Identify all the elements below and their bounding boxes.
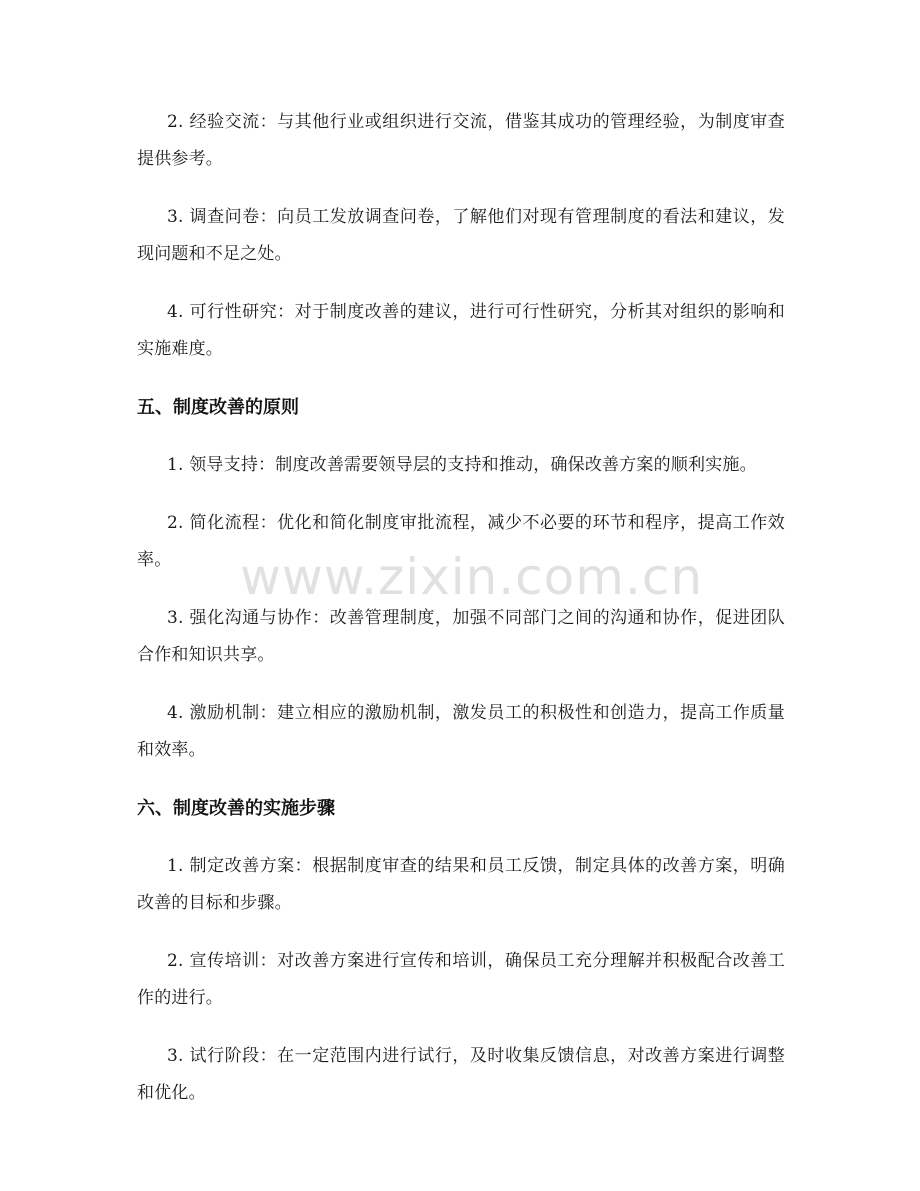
watermark: www.zixin.com.cn xyxy=(240,548,704,606)
paragraph-training: 2. 宣传培训：对改善方案进行宣传和培训，确保员工充分理解并积极配合改善工作的进行。 xyxy=(137,951,785,1008)
document-page xyxy=(137,104,785,1133)
paragraph-survey: 3. 调查问卷：向员工发放调查问卷，了解他们对现有管理制度的看法和建议，发现问题和不足之处。 xyxy=(137,207,785,264)
paragraph-experience-exchange: 2. 经验交流：与其他行业或组织进行交流，借鉴其成功的管理经验，为制度审查提供参考。 xyxy=(137,112,785,169)
paragraph-feasibility-study: 4. 可行性研究：对于制度改善的建议，进行可行性研究，分析其对组织的影响和实施难度。 xyxy=(137,302,785,359)
paragraph-simplify-process: 2. 简化流程：优化和简化制度审批流程，减少不必要的环节和程序，提高工作效率。 xyxy=(137,513,785,570)
section-heading-implementation-steps: 六、制度改善的实施步骤 xyxy=(137,798,335,819)
paragraph-plan: 1. 制定改善方案：根据制度审查的结果和员工反馈，制定具体的改善方案，明确改善的目标和步骤。 xyxy=(137,856,785,913)
paragraph-leadership-support: 1. 领导支持：制度改善需要领导层的支持和推动，确保改善方案的顺利实施。 xyxy=(167,455,757,475)
paragraph-incentive: 4. 激励机制：建立相应的激励机制，激发员工的积极性和创造力，提高工作质量和效率。 xyxy=(137,703,785,760)
paragraph-communication: 3. 强化沟通与协作：改善管理制度，加强不同部门之间的沟通和协作，促进团队合作和知识共享。 xyxy=(137,608,785,665)
section-heading-principles: 五、制度改善的原则 xyxy=(137,397,299,418)
paragraph-trial: 3. 试行阶段：在一定范围内进行试行，及时收集反馈信息，对改善方案进行调整和优化。 xyxy=(137,1046,785,1103)
